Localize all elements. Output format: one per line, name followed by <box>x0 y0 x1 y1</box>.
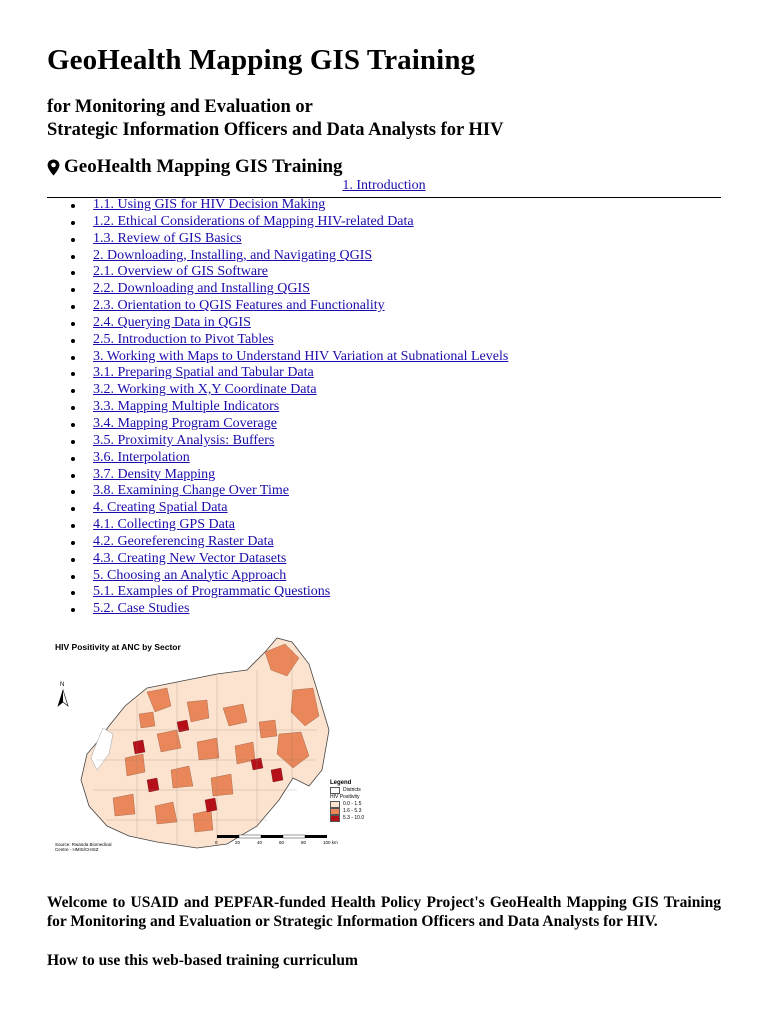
legend-item: 0.0 - 1.5 <box>330 801 364 808</box>
toc-link[interactable]: 1.2. Ethical Considerations of Mapping HIV-related Data <box>93 213 414 229</box>
toc-item <box>47 382 508 399</box>
toc-link[interactable]: 4.1. Collecting GPS Data <box>93 517 235 533</box>
toc-item <box>47 568 508 585</box>
legend-item: Districts <box>330 787 364 794</box>
legend-swatch <box>330 787 340 794</box>
toc-link[interactable]: 2.1. Overview of GIS Software <box>93 264 268 280</box>
toc-heading-text: GeoHealth Mapping GIS Training <box>64 156 343 177</box>
legend-swatch <box>330 815 340 822</box>
bullet-icon <box>71 389 75 393</box>
map-title: HIV Positivity at ANC by Sector <box>55 642 181 652</box>
toc-item <box>47 500 508 517</box>
legend-item: 1.6 - 5.3 <box>330 808 364 815</box>
toc-link[interactable]: 5.1. Examples of Programmatic Questions <box>93 584 331 600</box>
toc-list <box>47 197 508 618</box>
toc-link[interactable]: 3.8. Examining Change Over Time <box>93 483 289 499</box>
bullet-icon <box>71 490 75 494</box>
toc-link[interactable]: 2.5. Introduction to Pivot Tables <box>93 331 274 347</box>
subtitle-line-1: for Monitoring and Evaluation or <box>47 97 313 117</box>
toc-item <box>47 584 508 601</box>
toc-item <box>47 399 508 416</box>
welcome-paragraph: Welcome to USAID and PEPFAR-funded Health Policy Project's GeoHealth Mapping GIS Training for Monitoring and Evaluation or Strategic Information Officers and Data Analysts for HIV. <box>47 893 721 930</box>
bullet-icon <box>71 255 75 259</box>
bullet-icon <box>71 575 75 579</box>
legend-item: HIV Positivity <box>330 794 360 800</box>
bullet-icon <box>71 541 75 545</box>
toc-link[interactable]: 4.2. Georeferencing Raster Data <box>93 533 274 549</box>
toc-link[interactable]: 3.3. Mapping Multiple Indicators <box>93 399 280 415</box>
toc-link[interactable]: 2.2. Downloading and Installing QGIS <box>93 281 310 297</box>
toc-item <box>47 248 508 265</box>
bullet-icon <box>71 305 75 309</box>
toc-link[interactable]: 3.6. Interpolation <box>93 449 190 465</box>
bullet-icon <box>71 558 75 562</box>
page-subtitle <box>47 96 503 142</box>
toc-link[interactable]: 4. Creating Spatial Data <box>93 500 228 516</box>
toc-item <box>47 551 508 568</box>
toc-heading <box>47 156 343 178</box>
toc-link[interactable]: 2.3. Orientation to QGIS Features and Functionality <box>93 298 385 314</box>
toc-item <box>47 214 508 231</box>
bullet-icon <box>71 271 75 275</box>
howto-heading: How to use this web-based training curriculum <box>47 952 358 969</box>
toc-item <box>47 332 508 349</box>
toc-item <box>47 365 508 382</box>
toc-item <box>47 601 508 618</box>
bullet-icon <box>71 204 75 208</box>
map-source: Source: Rwanda Biomedical Centre - HMIS/CHISZ <box>55 842 112 852</box>
map-image <box>47 630 367 860</box>
toc-link[interactable]: 1.1. Using GIS for HIV Decision Making <box>93 197 326 212</box>
toc-link[interactable]: 4.3. Creating New Vector Datasets <box>93 550 287 566</box>
toc-link[interactable]: 3.1. Preparing Spatial and Tabular Data <box>93 365 314 381</box>
toc-link[interactable]: 1.3. Review of GIS Basics <box>93 230 242 246</box>
legend-swatch <box>330 801 340 808</box>
toc-item <box>47 197 508 214</box>
bullet-icon <box>71 372 75 376</box>
toc-link[interactable]: 2. Downloading, Installing, and Navigating QGIS <box>93 247 373 263</box>
bullet-icon <box>71 457 75 461</box>
legend-item: 5.3 - 10.0 <box>330 815 364 822</box>
toc-item <box>47 349 508 366</box>
bullet-icon <box>71 591 75 595</box>
toc-item <box>47 517 508 534</box>
toc-item <box>47 433 508 450</box>
bullet-icon <box>71 524 75 528</box>
toc-link[interactable]: 3.5. Proximity Analysis: Buffers <box>93 432 275 448</box>
bullet-icon <box>71 339 75 343</box>
north-label: N <box>60 682 65 688</box>
legend-title: Legend <box>330 780 352 786</box>
bullet-icon <box>71 322 75 326</box>
toc-link[interactable]: 2.4. Querying Data in QGIS <box>93 314 251 330</box>
map-legend <box>330 780 364 822</box>
toc-item <box>47 315 508 332</box>
toc-link[interactable]: 3.2. Working with X,Y Coordinate Data <box>93 382 317 398</box>
bullet-icon <box>71 238 75 242</box>
toc-item <box>47 467 508 484</box>
toc-current-link[interactable]: 1. Introduction <box>342 178 426 193</box>
bullet-icon <box>71 221 75 225</box>
toc-link[interactable]: 3. Working with Maps to Understand HIV Variation at Subnational Levels <box>93 348 509 364</box>
map-figure: HIV Positivity at ANC by Sector N Legend Districts HIV Positivity 0.0 - 1.5 1.6 - 5.3 5.3 - 10.0 Source: Rwanda Biomedical Centre - HMIS/CHISZ 0 20 40 60 80 100 km <box>47 630 367 860</box>
toc-link[interactable]: 5.2. Case Studies <box>93 601 190 617</box>
toc-item <box>47 483 508 500</box>
toc-item <box>47 231 508 248</box>
bullet-icon <box>71 474 75 478</box>
bullet-icon <box>71 288 75 292</box>
toc-item <box>47 450 508 467</box>
north-arrow <box>58 690 68 706</box>
bullet-icon <box>71 608 75 612</box>
toc-item <box>47 298 508 315</box>
legend-swatch <box>330 808 340 815</box>
toc-link[interactable]: 5. Choosing an Analytic Approach <box>93 567 287 583</box>
toc-link[interactable]: 3.4. Mapping Program Coverage <box>93 415 277 431</box>
toc-item <box>47 264 508 281</box>
bullet-icon <box>71 507 75 511</box>
subtitle-line-2: Strategic Information Officers and Data Analysts for HIV <box>47 120 504 140</box>
page-title: GeoHealth Mapping GIS Training <box>47 44 476 76</box>
scale-bar <box>217 835 327 838</box>
bullet-icon <box>71 406 75 410</box>
bullet-icon <box>71 356 75 360</box>
map-marker-icon <box>47 159 60 176</box>
bullet-icon <box>71 423 75 427</box>
bullet-icon <box>71 440 75 444</box>
toc-item <box>47 534 508 551</box>
toc-item <box>47 416 508 433</box>
toc-item <box>47 281 508 298</box>
toc-link[interactable]: 3.7. Density Mapping <box>93 466 216 482</box>
